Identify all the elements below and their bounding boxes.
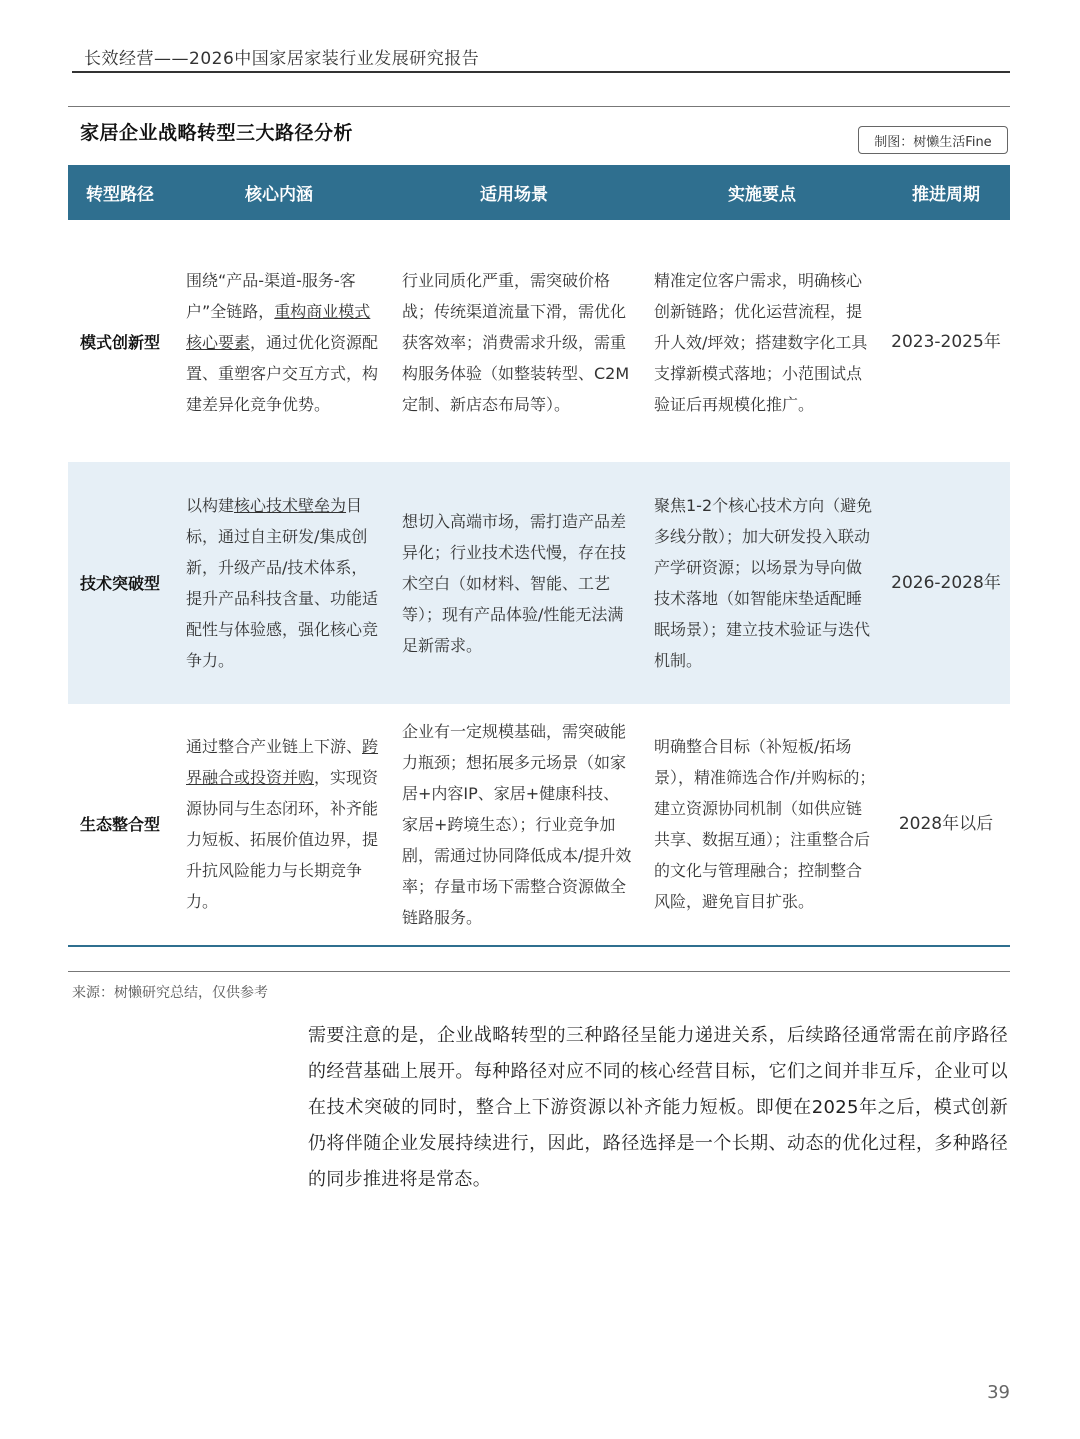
page-number: 39 (987, 1382, 1010, 1403)
column-header-period: 推进周期 (912, 185, 980, 205)
table-frame-bottom-rule (68, 971, 1010, 972)
table-title: 家居企业战略转型三大路径分析 (80, 122, 354, 144)
advance-period: 2023-2025年 (891, 331, 1001, 352)
table-row (68, 704, 1010, 944)
column-header-core: 核心内涵 (245, 185, 313, 205)
core-meaning (172, 731, 386, 917)
table-row (68, 462, 1010, 704)
column-header-scene: 适用场景 (480, 185, 548, 205)
table-bottom-rule (68, 945, 1010, 947)
advance-period: 2028年以后 (898, 813, 994, 834)
body-paragraph: 需要注意的是，企业战略转型的三种路径呈能力递进关系，后续路径通常需在前序路径的经营基础上展开。每种路径对应不同的核心经营目标，它们之间并非互斥，企业可以在技术突破的同时，整合上下游资源以补齐能力短板。即便在2025年之后，模式创新仍将伴随企业发展持续进行，因此，路径选择是一个长期、动态的优化过程，多种路径的同步推进将是常态。 (308, 1025, 1008, 1190)
applicable-scene: 想切入高端市场，需打造产品差异化；行业技术迭代慢，存在技术空白（如材料、智能、工艺等）；现有产品体验/性能无法满足新需求。 (402, 511, 627, 655)
header-rule (72, 71, 1010, 73)
path-name: 生态整合型 (79, 814, 160, 834)
table-frame-top-rule (68, 106, 1010, 107)
core-meaning (172, 490, 386, 676)
implementation-points: 精准定位客户需求，明确核心创新链路；优化运营流程，提升人效/坪效；搭建数字化工具支撑新模式落地；小范围试点验证后再规模化推广。 (654, 270, 868, 414)
path-name: 技术突破型 (79, 573, 160, 593)
core-meaning (172, 265, 386, 420)
core-text-start: 以构建 (186, 496, 235, 515)
implementation-points: 明确整合目标（补短板/拓场景），精准筛选合作/并购标的；建立资源协同机制（如供应链共享、数据互通）；注重整合后的文化与管理融合；控制整合风险，避免盲目扩张。 (654, 737, 876, 911)
core-text-start: 围绕“产品-渠道-服务-客户”全链路， (186, 270, 356, 321)
column-header-path: 转型路径 (86, 185, 154, 205)
core-text-end: ，通过优化资源配置、重塑客户交互方式，构建差异化竞争优势。 (186, 332, 379, 414)
core-emphasis: 跨界融合或投资并购 (186, 737, 379, 787)
implementation-points: 聚焦1-2个核心技术方向（避免多线分散）；加大研发投入联动产学研资源；以场景为导向做技术落地（如智能床垫适配睡眠场景）；建立技术验证与迭代机制。 (654, 496, 873, 670)
running-title: 长效经营——2026中国家居家装行业发展研究报告 (84, 49, 480, 69)
core-emphasis: 重构商业模式核心要素 (186, 301, 371, 352)
core-text-end: 目标，通过自主研发/集成创新，升级产品/技术体系，提升产品科技含量、功能适配性与体验感，强化核心竞争力。 (186, 496, 379, 670)
column-header-key-points: 实施要点 (728, 185, 796, 205)
table-header (68, 165, 1010, 220)
applicable-scene: 行业同质化严重，需突破价格战；传统渠道流量下滑，需优化获客效率；消费需求升级，需重构服务体验（如整装转型、C2M定制、新店态布局等）。 (402, 270, 630, 414)
path-name: 模式创新型 (79, 332, 160, 352)
source-note: 来源：树懒研究总结，仅供参考 (72, 985, 268, 1001)
applicable-scene: 企业有一定规模基础，需突破能力瓶颈；想拓展多元场景（如家居+内容IP、家居+健康科技、家居+跨境生态）；行业竞争加剧，需通过协同降低成本/提升效率；存量市场下需整合资源做全链路服务。 (402, 721, 632, 927)
core-emphasis: 核心技术壁垒为 (234, 496, 347, 515)
chart-credit-badge: 制图：树懒生活Fine (858, 126, 1008, 154)
core-text-start: 通过整合产业链上下游、 (186, 737, 363, 756)
advance-period: 2026-2028年 (891, 572, 1001, 593)
table-row (68, 222, 1010, 462)
core-text-end: ，实现资源协同与生态闭环，补齐能力短板、拓展价值边界，提升抗风险能力与长期竞争力。 (186, 768, 379, 911)
